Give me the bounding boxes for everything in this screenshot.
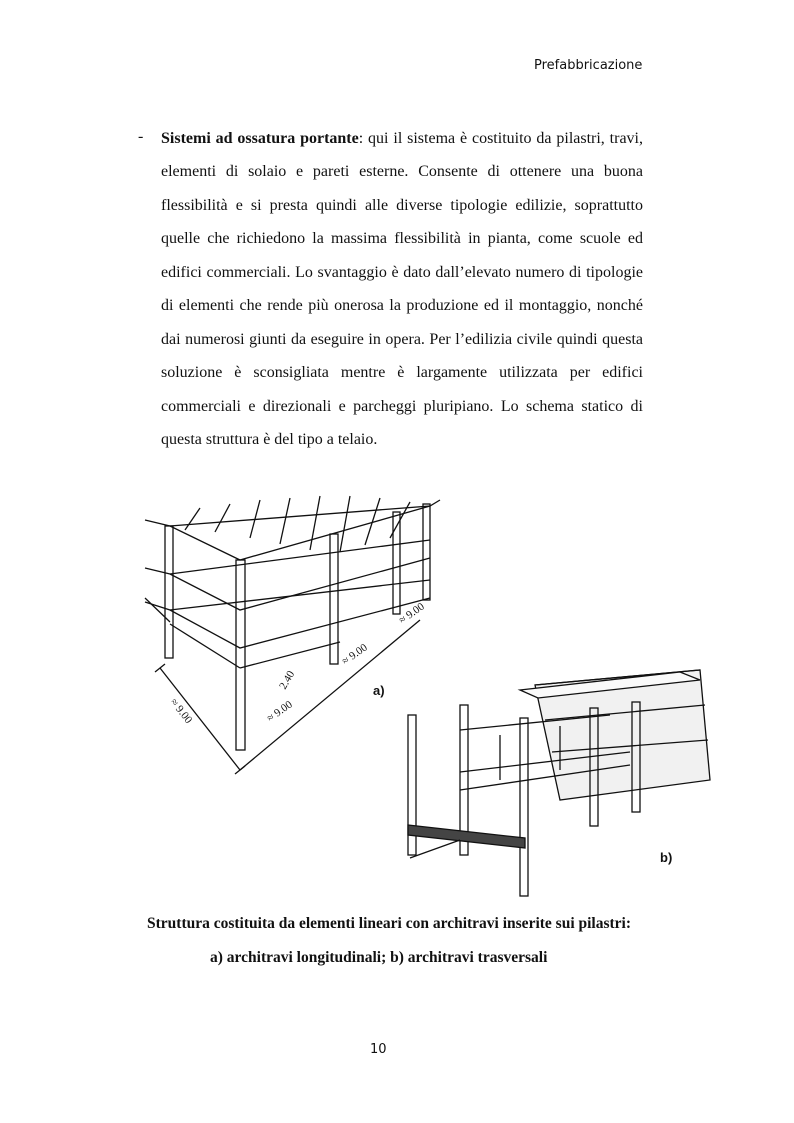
dimension-label: ≈ 9.00 xyxy=(339,641,370,668)
drawing-a xyxy=(145,496,440,774)
figure-caption-line-2: a) architravi longitudinali; b) architravi trasversali xyxy=(210,949,548,966)
paragraph-line-last: questa struttura è del tipo a telaio. xyxy=(161,431,378,448)
paragraph-line: quelle che richiedono la massima flessibilità in pianta, come scuole ed xyxy=(161,230,643,247)
paragraph-line: dai numerosi giunti da eseguire in opera. Per l’edilizia civile quindi questa xyxy=(161,331,643,348)
label-a: a) xyxy=(373,683,385,698)
term-rest: : qui il sistema è costituito da pilastri, travi, xyxy=(358,130,644,147)
paragraph-line-1 xyxy=(161,128,643,150)
paragraph-line: commerciali e direzionali e parcheggi pluripiano. Lo schema statico di xyxy=(161,398,643,415)
figure-caption-line-1: Struttura costituita da elementi lineari con architravi inserite sui pilastri: xyxy=(147,915,632,932)
structure-figure xyxy=(140,490,673,900)
paragraph-line: di elementi che rende più onerosa la produzione ed il montaggio, nonché xyxy=(161,297,643,314)
list-bullet: - xyxy=(138,128,144,145)
page-number: 10 xyxy=(370,1042,387,1057)
dimension-label: ≈ 9.00 xyxy=(264,698,295,725)
dimension-label: 2.40 xyxy=(277,668,298,692)
dimension-label: ≈ 9.00 xyxy=(167,696,195,726)
paragraph-line: flessibilità e si presta quindi alle diverse tipologie edilizie, soprattutto xyxy=(161,197,643,214)
term-bold: Sistemi ad ossatura portante xyxy=(161,130,359,147)
label-b: b) xyxy=(660,850,673,865)
paragraph-line: elementi di solaio e pareti esterne. Consente di ottenere una buona xyxy=(161,163,643,180)
running-header: Prefabbricazione xyxy=(534,58,643,73)
paragraph-line: edifici commerciali. Lo svantaggio è dato dall’elevato numero di tipologie xyxy=(161,264,643,281)
dimension-label: ≈ 9.00 xyxy=(396,600,427,627)
paragraph-line: soluzione è sconsigliata mentre è largamente utilizzata per edifici xyxy=(161,364,643,381)
